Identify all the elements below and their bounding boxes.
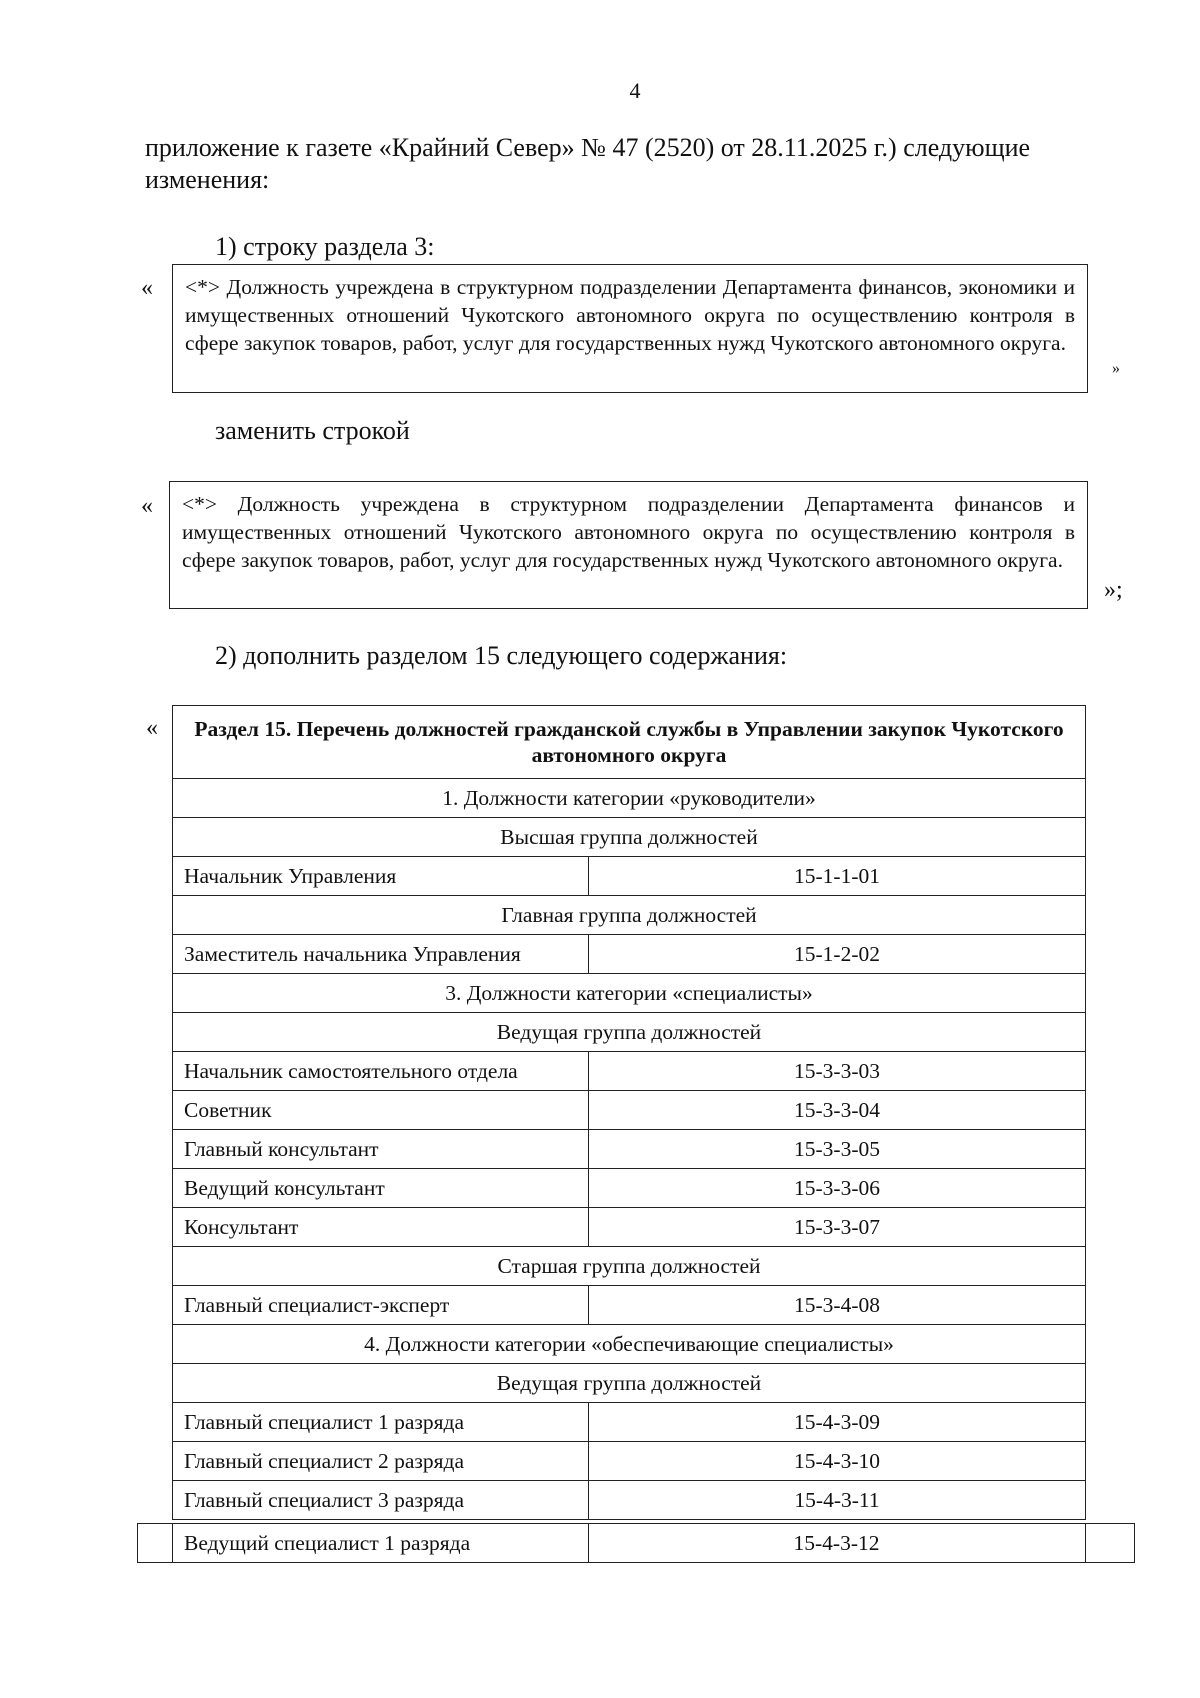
new-text-box: [169, 481, 1088, 609]
category-heading: 1. Должности категории «руководители»: [173, 779, 1086, 818]
position-code: 15-4-3-10: [589, 1442, 1086, 1481]
position-code: 15-1-2-02: [589, 935, 1086, 974]
table-row: [173, 1403, 1086, 1442]
position-name: Ведущий консультант: [173, 1169, 589, 1208]
position-name: Главный специалист 2 разряда: [173, 1442, 589, 1481]
category-row: [173, 779, 1086, 818]
position-name: Главный специалист 1 разряда: [173, 1403, 589, 1442]
position-name: Ведущий специалист 1 разряда: [184, 1531, 471, 1555]
table-row: [173, 1130, 1086, 1169]
position-name: Начальник самостоятельного отдела: [173, 1052, 589, 1091]
position-code: 15-3-3-04: [589, 1091, 1086, 1130]
position-code: 15-3-3-06: [589, 1169, 1086, 1208]
table-row: [173, 1052, 1086, 1091]
group-row: [173, 1247, 1086, 1286]
table-row: [173, 1208, 1086, 1247]
group-row: [173, 818, 1086, 857]
position-name: Заместитель начальника Управления: [173, 935, 589, 974]
group-row: [173, 1013, 1086, 1052]
position-code: 15-4-3-12: [793, 1531, 880, 1555]
table-row: [173, 1481, 1086, 1520]
table-row: [173, 1442, 1086, 1481]
table-title-row: [173, 706, 1086, 779]
position-code: 15-3-4-08: [589, 1286, 1086, 1325]
table-title: Раздел 15. Перечень должностей гражданской службы в Управлении закупок Чукотского автономного округа: [173, 706, 1086, 779]
old-text: <*> Должность учреждена в структурном подразделении Департамента финансов, экономики и имущественных отношений Чукотского автономного округа по осуществлению контроля в сфере закупок товаров, работ, услуг для государственных нужд Чукотского автономного округа.: [185, 275, 1075, 355]
position-name: Главный специалист-эксперт: [173, 1286, 589, 1325]
position-name: Консультант: [173, 1208, 589, 1247]
group-heading: Ведущая группа должностей: [173, 1364, 1086, 1403]
table-open-quote: «: [146, 715, 158, 741]
position-name: Советник: [173, 1091, 589, 1130]
page-number: 4: [629, 78, 641, 103]
group-heading: Ведущая группа должностей: [173, 1013, 1086, 1052]
position-name: Главный специалист 3 разряда: [173, 1481, 589, 1520]
position-code: 15-4-3-11: [589, 1481, 1086, 1520]
table-row: [173, 857, 1086, 896]
position-name: Главный консультант: [173, 1130, 589, 1169]
category-row: [173, 1325, 1086, 1364]
position-name: Начальник Управления: [173, 857, 589, 896]
open-quote: «: [141, 275, 153, 301]
category-heading: 4. Должности категории «обеспечивающие специалисты»: [173, 1325, 1086, 1364]
table-row: [173, 1091, 1086, 1130]
group-row: [173, 1364, 1086, 1403]
close-quote: »: [1112, 360, 1120, 377]
position-code: 15-3-3-03: [589, 1052, 1086, 1091]
category-row: [173, 974, 1086, 1013]
item-1-label: 1) строку раздела 3:: [215, 232, 435, 261]
group-heading: Главная группа должностей: [173, 896, 1086, 935]
position-code: 15-4-3-09: [589, 1403, 1086, 1442]
section-15-table: [172, 705, 1086, 1520]
replace-label: заменить строкой: [215, 416, 410, 445]
group-row: [173, 896, 1086, 935]
table-row: [173, 1286, 1086, 1325]
position-code: 15-1-1-01: [589, 857, 1086, 896]
position-code: 15-3-3-07: [589, 1208, 1086, 1247]
table-row: [137, 1523, 1135, 1563]
new-close-quote: »;: [1104, 577, 1123, 603]
old-text-box: [172, 264, 1088, 393]
new-text: <*> Должность учреждена в структурном подразделении Департамента финансов и имущественных отношений Чукотского автономного округа по осуществлению контроля в сфере закупок товаров, работ, услуг для государственных нужд Чукотского автономного округа.: [182, 492, 1075, 572]
position-code: 15-3-3-05: [589, 1130, 1086, 1169]
group-heading: Высшая группа должностей: [173, 818, 1086, 857]
table-row: [173, 1169, 1086, 1208]
item-2-label: 2) дополнить разделом 15 следующего содержания:: [215, 641, 788, 670]
group-heading: Старшая группа должностей: [173, 1247, 1086, 1286]
intro-paragraph: приложение к газете «Крайний Север» № 47 (2520) от 28.11.2025 г.) следующие изменения:: [145, 133, 1031, 194]
category-heading: 3. Должности категории «специалисты»: [173, 974, 1086, 1013]
table-row: [173, 935, 1086, 974]
new-open-quote: «: [141, 493, 153, 519]
